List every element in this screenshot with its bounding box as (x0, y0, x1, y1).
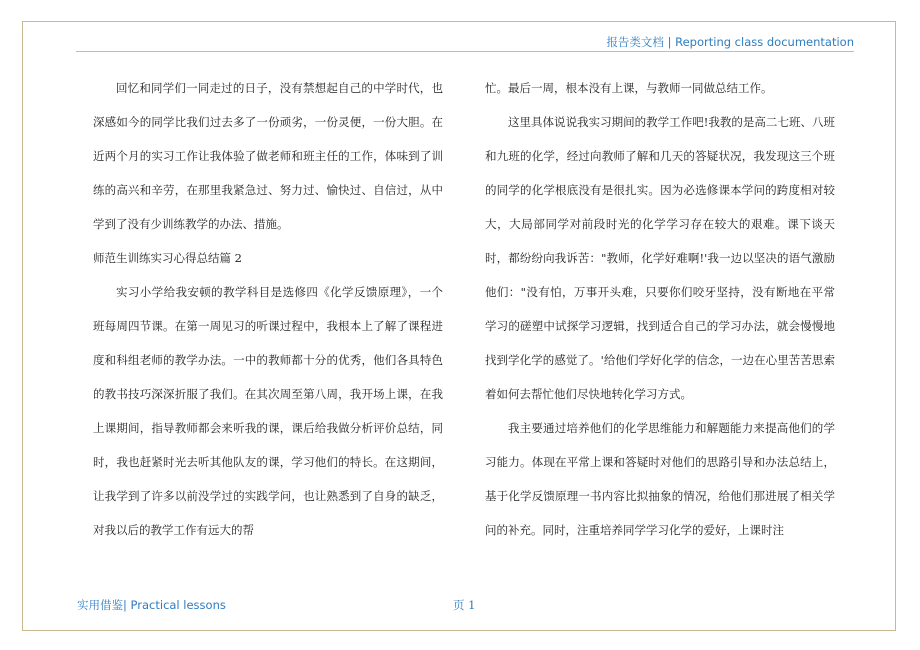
paragraph: 我主要通过培养他们的化学思维能力和解题能力来提高他们的学习能力。体现在平常上课和答疑时对他们的思路引导和办法总结上，基于化学反馈原理一书内容比拟抽象的情况，给他们那进展了相关学问的补充。同时，注重培养同学学习化学的爱好，上课时注 (485, 421, 835, 537)
page-number: 页 1 (453, 598, 476, 612)
footer-label: 实用借鉴| Practical lessons (77, 598, 226, 612)
left-column (93, 71, 443, 547)
paragraph: 这里具体说说我实习期间的教学工作吧!我教的是高二七班、八班和九班的化学，经过向教师了解和几天的答疑状况，我发现这三个班的同学的化学根底没有是很扎实。因为必选修课本学问的跨度相对较大，大局部同学对前段时光的化学学习存在较大的艰难。课下谈天时，都纷纷向我诉苦："教师，化学好难啊!'我一边以坚决的语气激励他们："没有怕，万事开头难，只要你们咬牙坚持，没有断地在平常学习的磋塑中试探学习逻辑，找到适合自己的学习办法，就会慢慢地找到学化学的感觉了。'给他们学好化学的信念，一边在心里苦苦思索着如何去帮忙他们尽快地转化学习方式。 (485, 115, 835, 401)
right-column (485, 71, 835, 547)
header-divider (76, 51, 854, 52)
section-heading: 师范生训练实习心得总结篇 2 (93, 251, 242, 265)
paragraph: 实习小学给我安顿的教学科目是选修四《化学反馈原理》，一个班每周四节课。在第一周见习的听课过程中，我根本上了解了课程进度和科组老师的教学办法。一中的教师都十分的优秀，他们各具特色的教书技巧深深折服了我们。在其次周至第八周，我开场上课，在我上课期间，指导教师都会来听我的课，课后给我做分析评价总结，同时，我也赶紧时光去听其他队友的课，学习他们的特长。在这期间，让我学到了许多以前没学过的实践学问，也让熟悉到了自身的缺乏，对我以后的教学工作有远大的帮 (93, 285, 443, 537)
page-header: 报告类文档 | Reporting class documentation (606, 35, 854, 49)
paragraph: 回忆和同学们一同走过的日子，没有禁想起自己的中学时代，也深感如今的同学比我们过去多了一份顽劣，一份灵便，一份大胆。在近两个月的实习工作让我体验了做老师和班主任的工作，体味到了训练的高兴和辛劳，在那里我紧急过、努力过、愉快过、自信过，从中学到了没有少训练教学的办法、措施。 (93, 81, 443, 231)
paragraph: 忙。最后一周，根本没有上课，与教师一同做总结工作。 (485, 81, 773, 95)
